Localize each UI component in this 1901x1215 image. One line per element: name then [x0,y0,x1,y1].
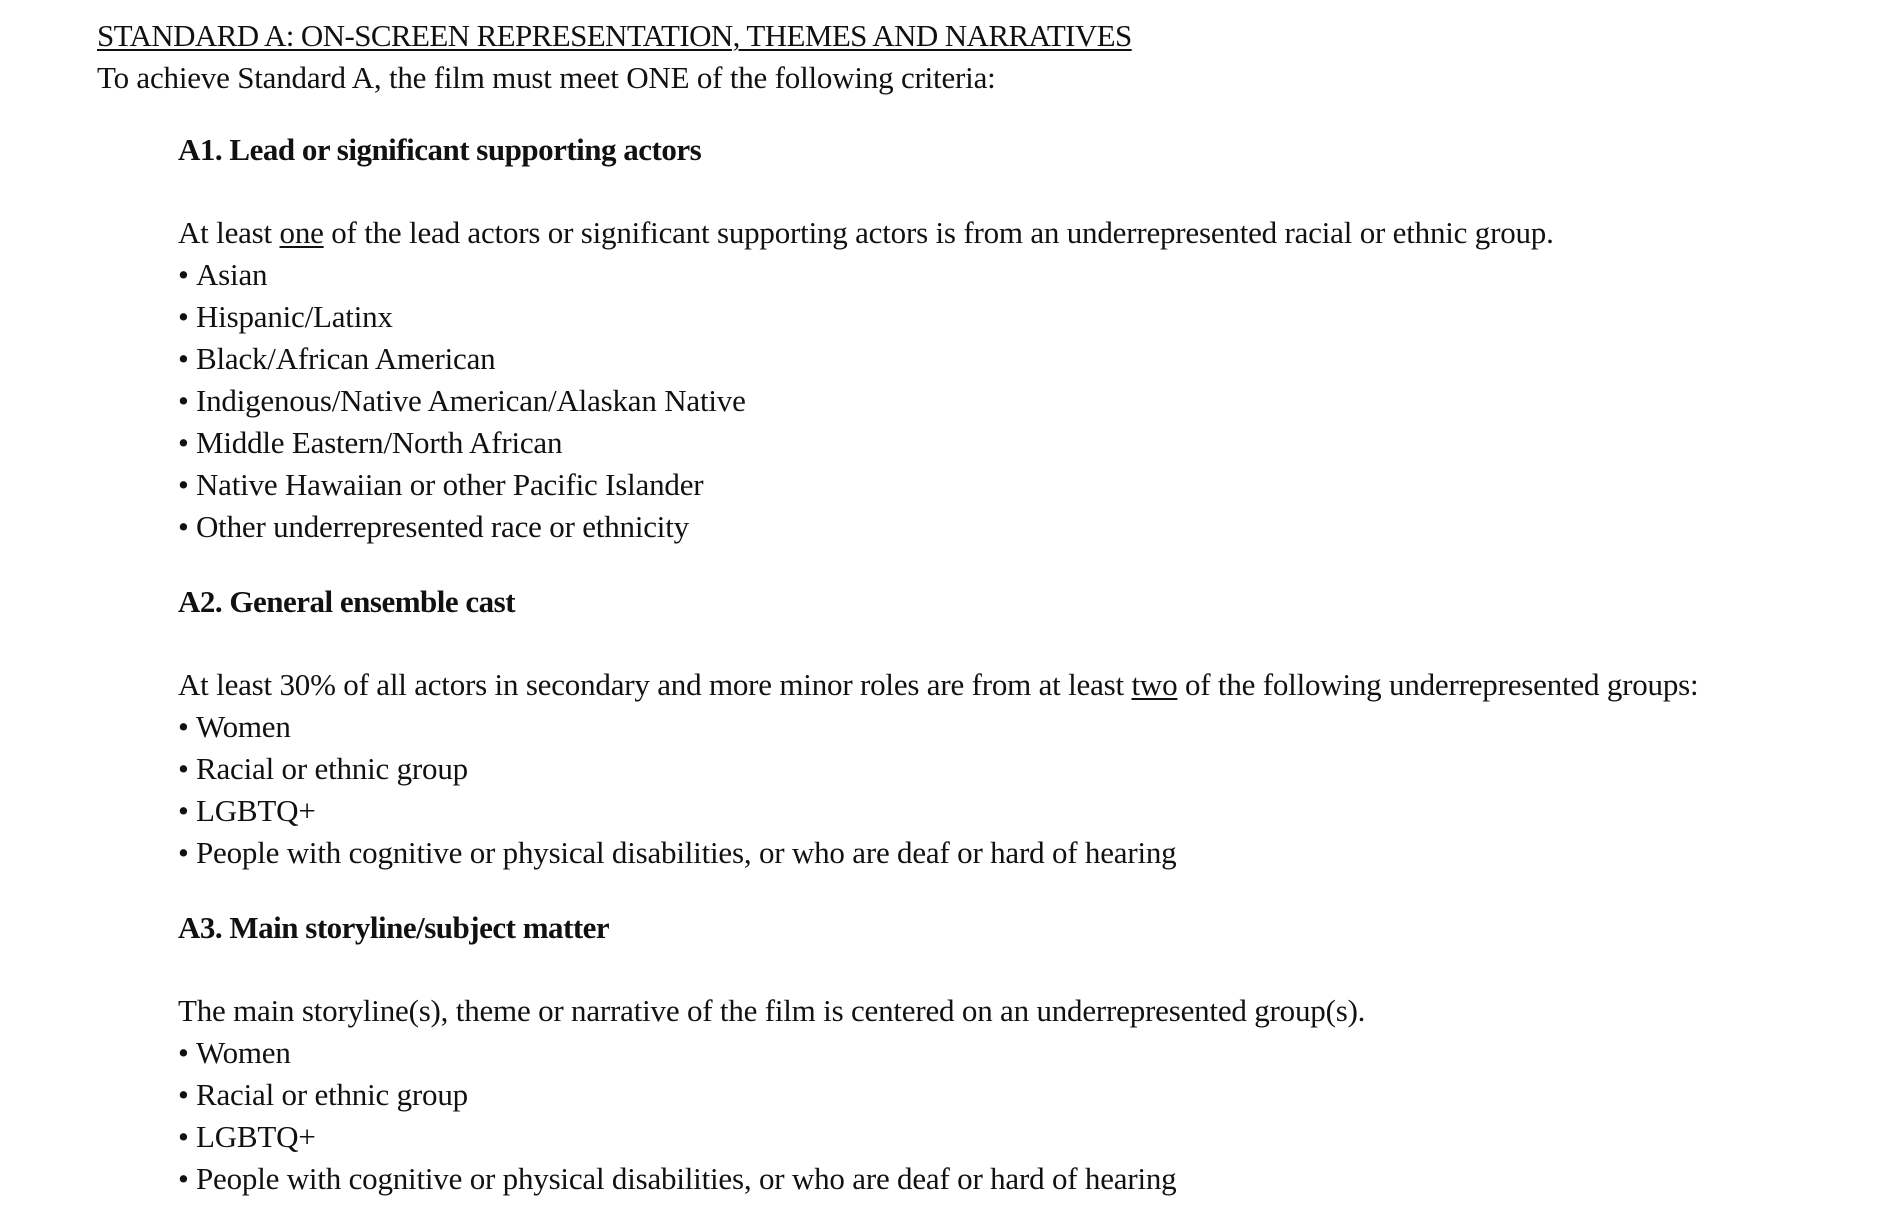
list-item-text: People with cognitive or physical disabilities, or who are deaf or hard of hearing [196,1161,1177,1196]
section-a1-text [178,213,1554,253]
list-item [178,833,1176,873]
section-a1-heading: A1. Lead or significant supporting actors [178,132,702,167]
list-item-text: Racial or ethnic group [196,1077,468,1112]
list-item [178,1159,1176,1199]
bullet-icon: • [178,709,189,744]
list-item [178,339,495,379]
list-item-text: Black/African American [196,341,496,376]
list-item [178,381,746,421]
list-item [178,791,316,831]
bullet-icon: • [178,383,189,418]
bullet-icon: • [178,341,189,376]
bullet-icon: • [178,257,189,292]
section-a3-heading: A3. Main storyline/subject matter [178,910,610,945]
list-item-text: Women [196,1035,291,1070]
section-a2-text-before: At least 30% of all actors in secondary and more minor roles are from at least [178,667,1132,702]
list-item-text: Indigenous/Native American/Alaskan Native [196,383,746,418]
section-a1-text-emph: one [279,215,324,250]
list-item-text: Hispanic/Latinx [196,299,393,334]
bullet-icon: • [178,835,189,870]
bullet-icon: • [178,1035,189,1070]
list-item [178,1075,468,1115]
section-a2-text-emph: two [1131,667,1178,702]
list-item [178,1117,316,1157]
bullet-icon: • [178,1119,189,1154]
standard-intro: To achieve Standard A, the film must meet ONE of the following criteria: [97,60,996,95]
bullet-icon: • [178,1161,189,1196]
list-item-text: Middle Eastern/North African [196,425,563,460]
list-item [178,255,267,295]
list-item [178,507,689,547]
list-item [178,465,703,505]
section-a1-text-before: At least [178,215,280,250]
list-item-text: Other underrepresented race or ethnicity [196,509,689,544]
list-item-text: Women [196,709,291,744]
list-item [178,707,291,747]
list-item-text: LGBTQ+ [196,793,316,828]
section-a2-text [178,665,1698,705]
section-a2-heading: A2. General ensemble cast [178,584,516,619]
list-item-text: Racial or ethnic group [196,751,468,786]
list-item-text: LGBTQ+ [196,1119,316,1154]
list-item [178,297,393,337]
bullet-icon: • [178,1077,189,1112]
section-a3-text: The main storyline(s), theme or narrative of the film is centered on an underrepresented group(s). [178,993,1366,1028]
list-item-text: Asian [196,257,268,292]
bullet-icon: • [178,425,189,460]
list-item [178,423,562,463]
list-item [178,749,468,789]
bullet-icon: • [178,751,189,786]
bullet-icon: • [178,467,189,502]
section-a1-text-after: of the lead actors or significant supporting actors is from an underrepresented racial or ethnic group. [323,215,1554,250]
section-a2-text-after: of the following underrepresented groups: [1177,667,1699,702]
bullet-icon: • [178,793,189,828]
list-item [178,1033,291,1073]
standard-heading: STANDARD A: ON-SCREEN REPRESENTATION, THEMES AND NARRATIVES [97,18,1132,53]
list-item-text: People with cognitive or physical disabilities, or who are deaf or hard of hearing [196,835,1177,870]
bullet-icon: • [178,509,189,544]
list-item-text: Native Hawaiian or other Pacific Islander [196,467,704,502]
bullet-icon: • [178,299,189,334]
